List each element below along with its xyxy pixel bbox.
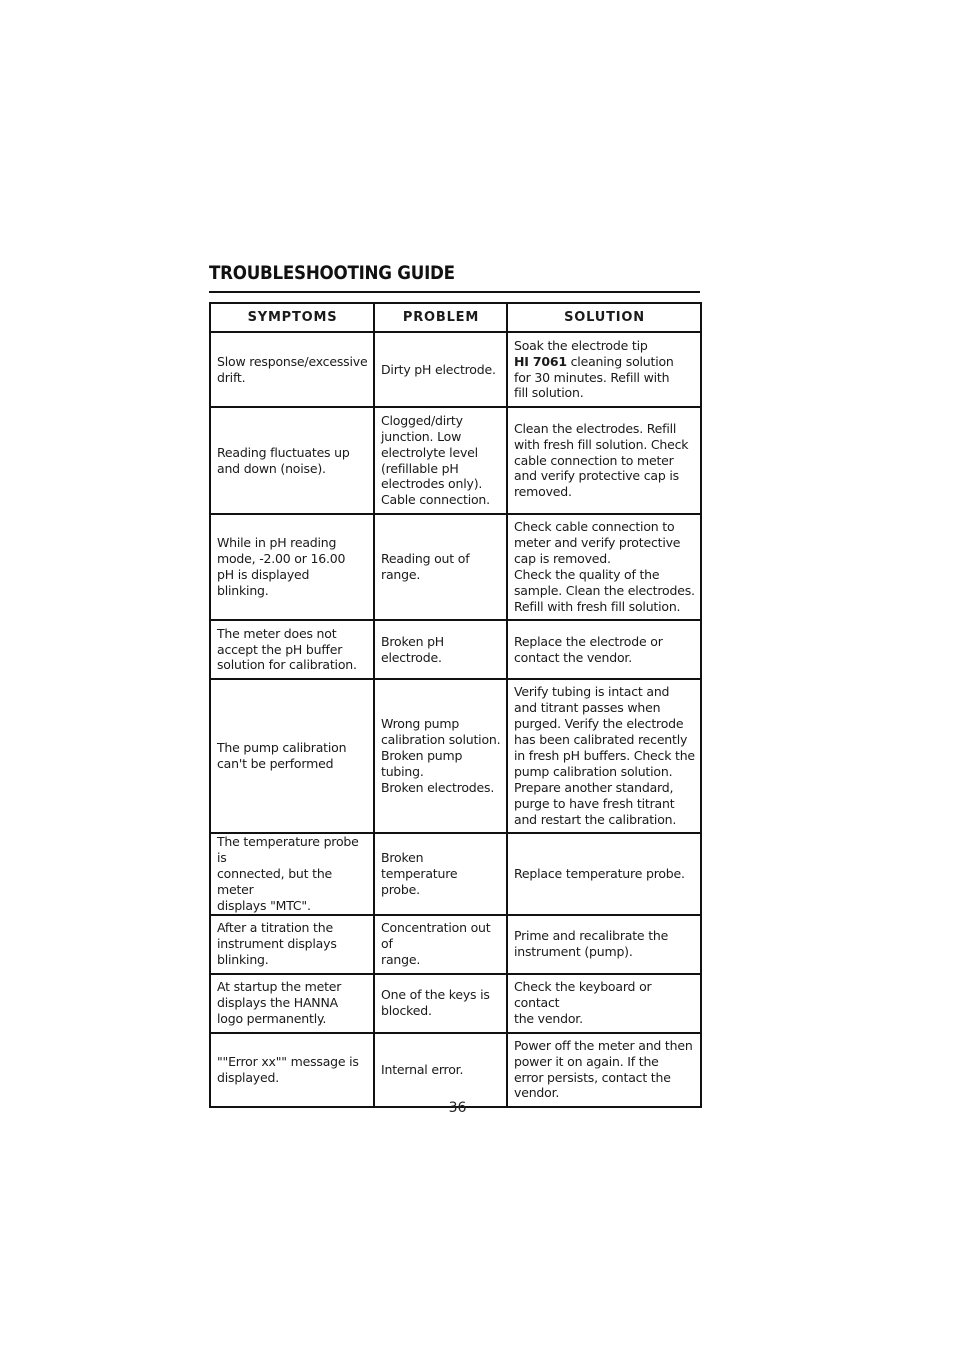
table-row xyxy=(210,833,701,915)
table-row xyxy=(210,679,701,833)
solution-cell xyxy=(507,679,701,833)
title-divider xyxy=(209,291,700,293)
solution-text xyxy=(514,338,695,402)
solution-text: Check the keyboard or contact the vendor. xyxy=(514,979,652,1026)
solution-cell xyxy=(507,620,701,679)
solution-text: Power off the meter and then power it on again. If the error persists, contact the vendor. xyxy=(514,1037,693,1101)
symptom-cell xyxy=(210,332,374,407)
header-problem: PROBLEM xyxy=(374,303,507,332)
solution-cell xyxy=(507,407,701,514)
solution-text: Verify tubing is intact and and titrant passes when purged. Verify the electrode has been calibrated recently in fresh pH buffers. Check the pump calibration solution. Prepare another standard, purge to have fresh titrant and restart the calibration. xyxy=(514,684,695,827)
solution-text: Check cable connection to meter and verify protective cap is removed. Check the quality of the sample. Clean the electrodes. Refill with fresh fill solution. xyxy=(514,519,695,614)
symptom-cell xyxy=(210,833,374,915)
solution-cell xyxy=(507,332,701,407)
table-row xyxy=(210,332,701,407)
table-row xyxy=(210,620,701,679)
problem-text: Internal error. xyxy=(381,1061,464,1077)
header-solution: SOLUTION xyxy=(507,303,701,332)
problem-cell xyxy=(374,332,507,407)
table-header-row xyxy=(210,303,701,332)
problem-text: Broken temperature probe. xyxy=(381,849,458,897)
symptom-cell xyxy=(210,620,374,679)
page-title: TROUBLESHOOTING GUIDE xyxy=(209,262,455,284)
symptom-text: The temperature probe is connected, but the meter displays "MTC". xyxy=(217,834,359,913)
symptom-cell xyxy=(210,1033,374,1107)
page-number: 36 xyxy=(448,1100,467,1116)
problem-text: One of the keys is blocked. xyxy=(381,987,490,1019)
product-code: HI 7061 xyxy=(514,353,567,369)
table-row xyxy=(210,915,701,974)
symptom-text: After a titration the instrument displays blinking. xyxy=(217,920,337,967)
problem-text: Reading out of range. xyxy=(381,551,470,582)
problem-cell xyxy=(374,1033,507,1107)
solution-text: Replace temperature probe. xyxy=(514,865,685,881)
solution-cell xyxy=(507,1033,701,1107)
table-row xyxy=(210,514,701,620)
troubleshooting-table xyxy=(209,302,702,1108)
symptom-text: At startup the meter displays the HANNA logo permanently. xyxy=(217,979,342,1026)
problem-cell xyxy=(374,679,507,833)
symptom-text: While in pH reading mode, -2.00 or 16.00 pH is displayed blinking. xyxy=(217,535,346,598)
symptom-text: Slow response/excessive drift. xyxy=(217,353,368,385)
solution-text-post: cleaning solution for 30 minutes. Refill with fill solution. xyxy=(514,353,674,401)
problem-cell xyxy=(374,915,507,974)
header-symptoms: SYMPTOMS xyxy=(210,303,374,332)
problem-cell xyxy=(374,620,507,679)
symptom-text: Reading fluctuates up and down (noise). xyxy=(217,444,350,476)
symptom-cell xyxy=(210,974,374,1033)
symptom-cell xyxy=(210,407,374,514)
problem-text: Wrong pump calibration solution. Broken pump tubing. Broken electrodes. xyxy=(381,716,501,795)
symptom-text: The pump calibration can't be performed xyxy=(217,740,347,771)
solution-text: Replace the electrode or contact the vendor. xyxy=(514,633,663,665)
problem-text: Concentration out of range. xyxy=(381,920,491,967)
problem-cell xyxy=(374,974,507,1033)
solution-cell xyxy=(507,974,701,1033)
solution-cell xyxy=(507,915,701,974)
table-row xyxy=(210,974,701,1033)
table-row xyxy=(210,407,701,514)
solution-text-pre: Soak the electrode tip xyxy=(514,337,648,353)
symptom-text: ""Error xx"" message is displayed. xyxy=(217,1053,359,1085)
symptom-cell xyxy=(210,514,374,620)
problem-text: Broken pH electrode. xyxy=(381,633,445,665)
problem-cell xyxy=(374,514,507,620)
problem-text: Clogged/dirty junction. Low electrolyte level (refillable pH electrodes only). Cable connection. xyxy=(381,412,490,508)
symptom-cell xyxy=(210,679,374,833)
solution-cell xyxy=(507,514,701,620)
symptom-cell xyxy=(210,915,374,974)
symptom-text: The meter does not accept the pH buffer solution for calibration. xyxy=(217,625,357,673)
problem-cell xyxy=(374,407,507,514)
problem-text: Dirty pH electrode. xyxy=(381,361,496,377)
solution-text: Prime and recalibrate the instrument (pump). xyxy=(514,928,669,960)
problem-cell xyxy=(374,833,507,915)
solution-cell xyxy=(507,833,701,915)
solution-text: Clean the electrodes. Refill with fresh fill solution. Check cable connection to meter and verify protective cap is removed. xyxy=(514,420,689,500)
table-row xyxy=(210,1033,701,1107)
